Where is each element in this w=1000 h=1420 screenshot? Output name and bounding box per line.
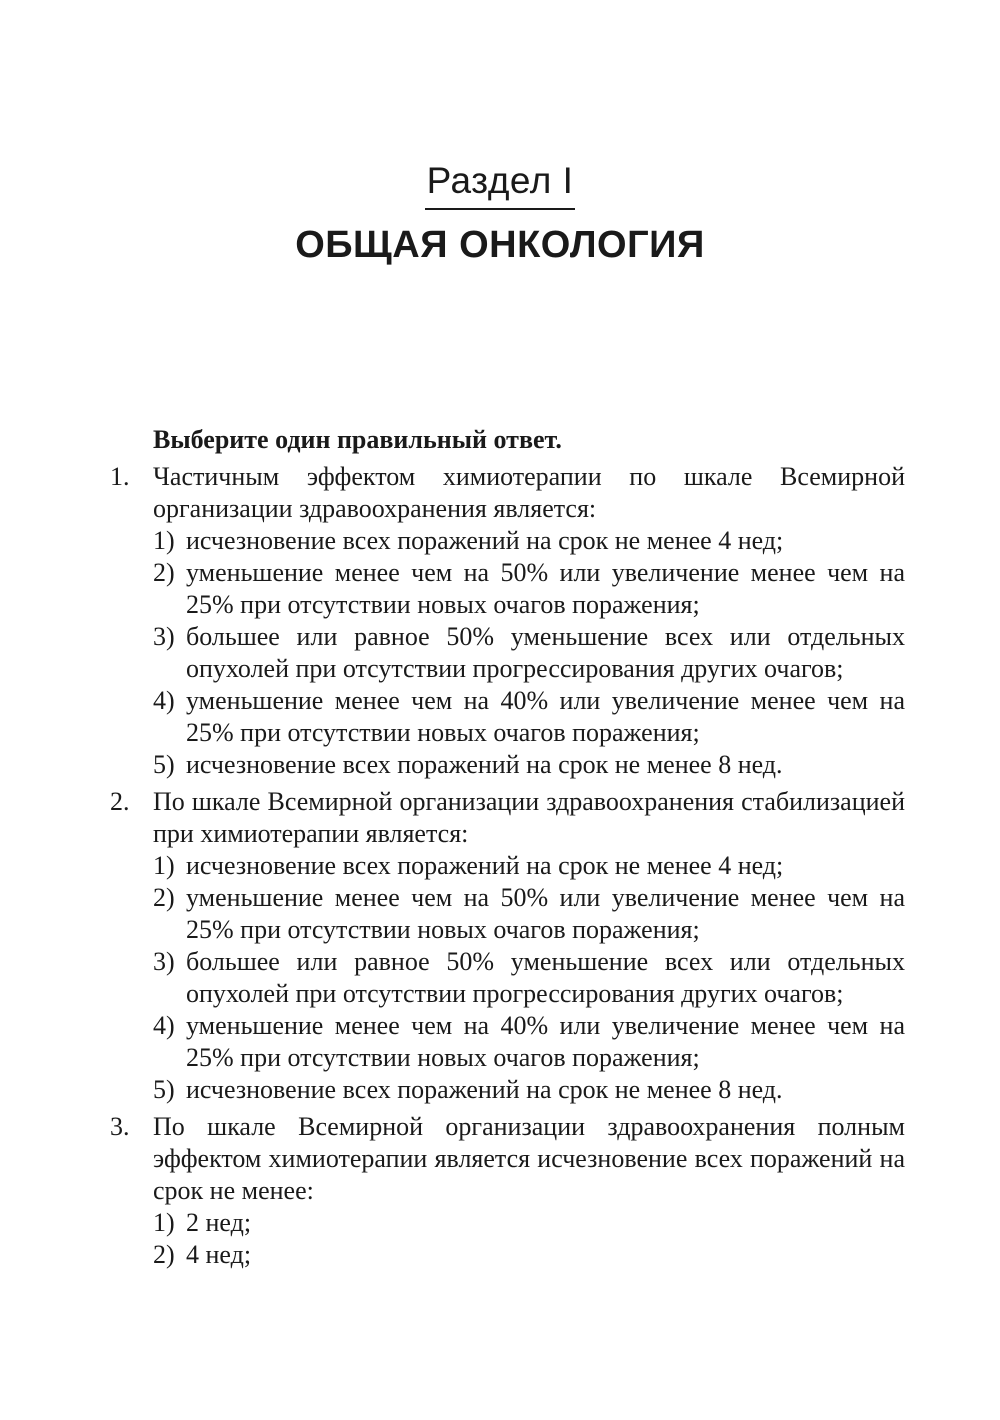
section-label: Раздел I xyxy=(425,158,576,210)
option-text: 2 нед; xyxy=(186,1208,252,1237)
option-number: 2) xyxy=(153,558,175,587)
question-head xyxy=(110,1111,905,1207)
option-text: исчезновение всех поражений на срок не менее 4 нед; xyxy=(186,526,784,555)
option-text: 4 нед; xyxy=(186,1240,252,1269)
option-number: 5) xyxy=(153,1075,175,1104)
option-text: уменьшение менее чем на 40% или увеличение менее чем на 25% при отсутствии новых очагов поражения; xyxy=(186,686,905,747)
option-text: уменьшение менее чем на 40% или увеличение менее чем на 25% при отсутствии новых очагов поражения; xyxy=(186,1011,905,1072)
question-head xyxy=(110,786,905,850)
question-text: Частичным эффектом химиотерапии по шкале Всемирной организации здравоохранения является: xyxy=(153,462,905,523)
answer-option[interactable] xyxy=(153,850,905,882)
answer-options xyxy=(153,525,905,781)
answer-option[interactable] xyxy=(153,1010,905,1074)
answer-option[interactable] xyxy=(153,557,905,621)
answer-options xyxy=(153,1207,905,1271)
question xyxy=(110,1111,905,1271)
option-number: 2) xyxy=(153,883,175,912)
answer-options xyxy=(153,850,905,1106)
question-text: По шкале Всемирной организации здравоохранения полным эффектом химиотерапии является исчезновение всех поражений на срок не менее: xyxy=(153,1112,905,1205)
option-number: 1) xyxy=(153,526,175,555)
answer-option[interactable] xyxy=(153,1074,905,1106)
option-text: исчезновение всех поражений на срок не менее 8 нед. xyxy=(186,750,783,779)
question xyxy=(110,786,905,1106)
option-number: 3) xyxy=(153,947,175,976)
answer-option[interactable] xyxy=(153,685,905,749)
option-number: 4) xyxy=(153,1011,175,1040)
answer-option[interactable] xyxy=(153,621,905,685)
section-label-wrap xyxy=(0,158,1000,210)
instruction: Выберите один правильный ответ. xyxy=(153,425,562,454)
option-text: большее или равное 50% уменьшение всех или отдельных опухолей при отсутствии прогрессирования других очагов; xyxy=(186,947,905,1008)
option-text: исчезновение всех поражений на срок не менее 4 нед; xyxy=(186,851,784,880)
question-head xyxy=(110,461,905,525)
question-number: 3. xyxy=(110,1112,130,1141)
question-number: 1. xyxy=(110,462,130,491)
test-content xyxy=(110,424,905,1271)
answer-option[interactable] xyxy=(153,1239,905,1271)
answer-option[interactable] xyxy=(153,946,905,1010)
answer-option[interactable] xyxy=(153,749,905,781)
option-number: 5) xyxy=(153,750,175,779)
option-number: 1) xyxy=(153,851,175,880)
option-text: уменьшение менее чем на 50% или увеличение менее чем на 25% при отсутствии новых очагов поражения; xyxy=(186,883,905,944)
question-number: 2. xyxy=(110,787,130,816)
option-number: 2) xyxy=(153,1240,175,1269)
answer-option[interactable] xyxy=(153,882,905,946)
option-number: 1) xyxy=(153,1208,175,1237)
question-text: По шкале Всемирной организации здравоохранения стабилизацией при химиотерапии является: xyxy=(153,787,905,848)
option-text: уменьшение менее чем на 50% или увеличение менее чем на 25% при отсутствии новых очагов поражения; xyxy=(186,558,905,619)
section-header xyxy=(0,158,1000,268)
option-text: большее или равное 50% уменьшение всех или отдельных опухолей при отсутствии прогрессирования других очагов; xyxy=(186,622,905,683)
section-title: ОБЩАЯ ОНКОЛОГИЯ xyxy=(295,224,705,266)
option-number: 4) xyxy=(153,686,175,715)
option-number: 3) xyxy=(153,622,175,651)
option-text: исчезновение всех поражений на срок не менее 8 нед. xyxy=(186,1075,783,1104)
answer-option[interactable] xyxy=(153,1207,905,1239)
question xyxy=(110,461,905,781)
answer-option[interactable] xyxy=(153,525,905,557)
